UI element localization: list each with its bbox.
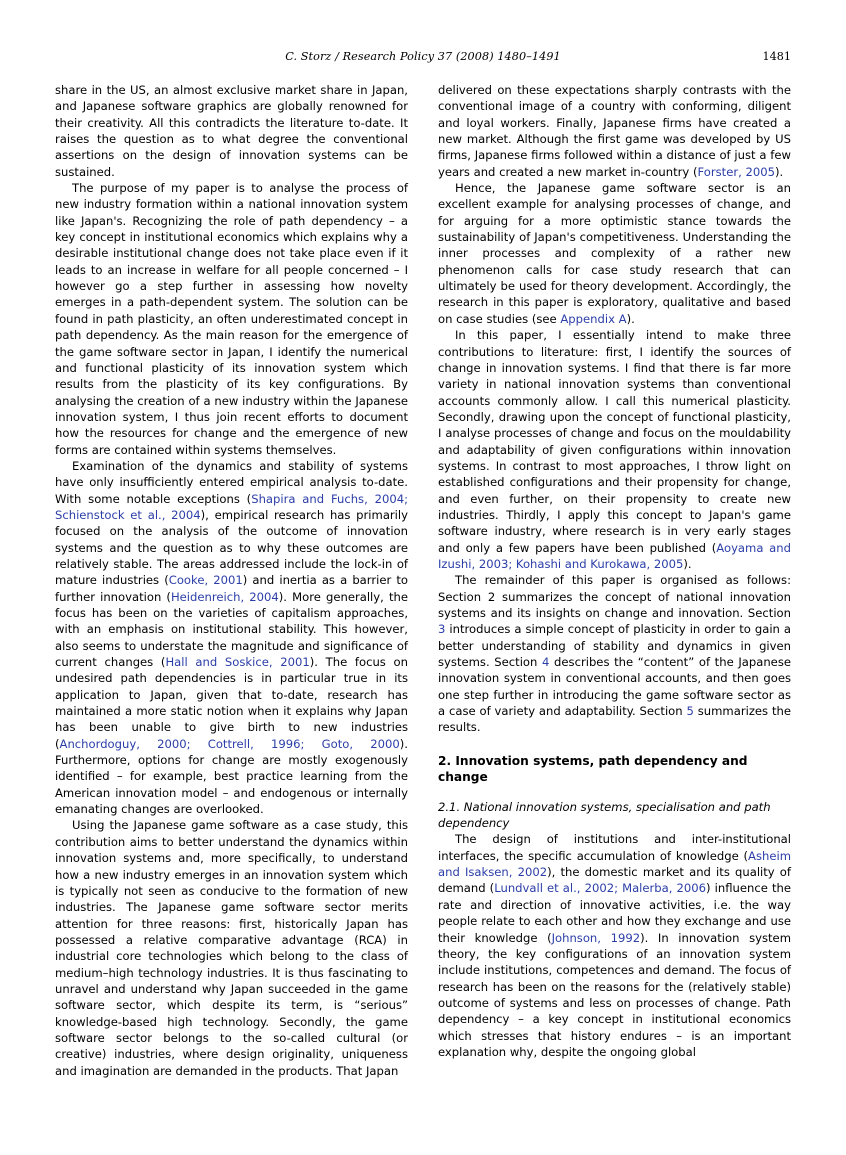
text-run: ). xyxy=(775,164,784,179)
citation-link[interactable]: Shapira and Fuchs, 2004; Schienstock et al., 2004 xyxy=(55,491,409,522)
citation-link[interactable]: Forster, 2005 xyxy=(697,164,775,179)
text-run: ). Furthermore, options for change are mostly exogenously identified – for example, best practice learning from the American innovation model – and endogenous or internally emanating changes are overlooked. xyxy=(55,736,408,817)
citation-link[interactable]: 5 xyxy=(686,704,694,719)
citation-link[interactable]: Heidenreich, 2004 xyxy=(170,589,279,604)
running-head: C. Storz / Research Policy 37 (2008) 1480–1491 xyxy=(285,50,561,63)
left-column xyxy=(55,82,408,1079)
citation-link[interactable]: 3 xyxy=(438,622,446,637)
body-paragraph xyxy=(55,82,408,180)
text-run: 2. Innovation systems, path dependency and change xyxy=(438,753,748,784)
body-paragraph xyxy=(55,458,408,818)
body-paragraph xyxy=(55,180,408,458)
text-run: share in the US, an almost exclusive market share in Japan, and Japanese software graphics are globally renowned for their creativity. All this contradicts the literature to-date. It raises the question as to what degree the conventional assertions on the design of innovation systems can be sustained. xyxy=(55,83,408,179)
page-number: 1481 xyxy=(762,50,791,63)
subsection-heading xyxy=(438,799,791,832)
section-heading xyxy=(438,753,791,785)
citation-link[interactable]: 4 xyxy=(542,655,550,670)
text-run: The remainder of this paper is organised as follows: Section 2 summarizes the concept of national innovation systems and its insights on change and innovation. Section xyxy=(438,573,791,620)
body-paragraph xyxy=(438,572,791,735)
text-run: ), empirical research has primarily focused on the analysis of the outcome of innovation systems and the question as to why these outcomes are relatively stable. The areas addressed include the lock-in of mature industries ( xyxy=(55,507,408,588)
text-run: ) and inertia as a barrier to further innovation ( xyxy=(55,573,408,604)
text-run: Hence, the Japanese game software sector is an excellent example for analysing processes of change, and for arguing for a more optimistic stance towards the sustainability of Japan's competitiveness. Understanding the inner processes and complexity of a rather new phenomenon calls for case study research that can ultimately be used for theory development. Accordingly, the research in this paper is exploratory, qualitative and based on case studies (see xyxy=(438,181,791,326)
two-column-body xyxy=(55,82,791,1079)
text-run: ). In innovation system theory, the key configurations of an innovation system include institutions, competences and demand. The focus of research has been on the reasons for the (relatively stable) outcome of systems and less on processes of change. Path dependency – a key concept in institutional economics which stresses that history endures – is an important explanation why, despite the ongoing global xyxy=(438,930,791,1059)
text-run: The purpose of my paper is to analyse the process of new industry formation within a national innovation system like Japan's. Recognizing the role of path dependency – a key concept in institutional economics which explains why a desirable institutional change does not take place even if it leads to an increase in welfare for all people concerned – I however go a step further in assessing how novelty emerges in a path-dependent system. The solution can be found in path plasticity, an often underestimated concept in path dependency. As the main reason for the emergence of the game software sector in Japan, I identify the numerical and functional plasticity of its innovation system which results from the plasticity of its key configurations. By analysing the creation of a new industry within the Japanese innovation system, I thus join recent efforts to document how the resources for change and the emergence of new forms are contained within systems themselves. xyxy=(55,181,408,457)
text-run: delivered on these expectations sharply contrasts with the conventional image of a country with conforming, diligent and loyal workers. Finally, Japanese firms have created a new market. Although the first game was developed by US firms, Japanese firms followed within a distance of just a few years and created a new market in-country ( xyxy=(438,83,791,179)
text-run: describes the “content” of the Japanese innovation system in conventional accounts, and then goes one step further in introducing the game software sector as a case of variety and adaptability. Section xyxy=(438,655,791,719)
citation-link[interactable]: Appendix A xyxy=(560,311,627,326)
text-run: Examination of the dynamics and stability of systems have only insufficiently entered empirical analysis to-date. With some notable exceptions ( xyxy=(55,458,408,506)
text-run: ). xyxy=(683,556,692,571)
text-run: The design of institutions and inter-institutional interfaces, the specific accumulation of knowledge ( xyxy=(438,832,791,863)
text-run: ). The focus on undesired path dependencies is in particular true in its application to Japan, given that to-date, research has maintained a more static notion when it explains why Japan has been unable to give birth to new industries ( xyxy=(55,655,408,751)
body-paragraph xyxy=(438,327,791,572)
text-run: ), the domestic market and its quality of demand ( xyxy=(438,865,791,896)
citation-link[interactable]: Anchordoguy, 2000; Cottrell, 1996; Goto, 2000 xyxy=(59,736,400,751)
body-paragraph xyxy=(55,817,408,1079)
citation-link[interactable]: Hall and Soskice, 2001 xyxy=(165,655,310,670)
text-run: 2.1. National innovation systems, specialisation and path dependency xyxy=(438,799,771,831)
text-run: Using the Japanese game software as a case study, this contribution aims to better understand the dynamics within innovation systems and, more specifically, to understand how a new industry emerges in an innovation system which is typically not seen as conducive to the formation of new industries. The Japanese game software sector merits attention for three reasons: first, historically Japan has possessed a relative comparative advantage (RCA) in industrial core technologies which belong to the class of medium–high technology industries. It is thus fascinating to unravel and understand why Japan succeeded in the game software sector, which despite its term, is “serious” knowledge-based high technology. Secondly, the game software sector belongs to the so-called cultural (or creative) industries, where design originality, uniqueness and imagination are demanded in the products. That Japan xyxy=(55,818,408,1078)
citation-link[interactable]: Aoyama and Izushi, 2003; Kohashi and Kurokawa, 2005 xyxy=(438,540,791,571)
text-run: ) influence the rate and direction of innovative activities, i.e. the way people relate to each other and how they exchange and use their knowledge ( xyxy=(438,881,791,945)
body-paragraph xyxy=(438,180,791,327)
text-run: In this paper, I essentially intend to make three contributions to literature: first, I identify the sources of change in innovation systems. I find that there is far more variety in national innovation systems than conventional accounts commonly allow. I call this numerical plasticity. Secondly, drawing upon the concept of functional plasticity, I analyse processes of change and focus on the mouldability and adaptability of given configurations within innovation systems. In contrast to most approaches, I throw light on established configurations and their propensity for change, and even further, on their propensity to create new industries. Thirdly, I apply this concept to Japan's game software industry, where research is in very early stages and only a few papers have been published ( xyxy=(438,328,791,555)
citation-link[interactable]: Lundvall et al., 2002; Malerba, 2006 xyxy=(494,881,707,896)
citation-link[interactable]: Cooke, 2001 xyxy=(168,573,243,588)
right-column xyxy=(438,82,791,1079)
body-paragraph xyxy=(438,82,791,180)
text-run: introduces a simple concept of plasticity in order to gain a better understanding of stability and dynamics in given systems. Section xyxy=(438,622,791,670)
body-paragraph xyxy=(438,831,791,1060)
text-run: ). More generally, the focus has been on the varieties of capitalism approaches, with an emphasis on institutional stability. This however, also seems to understate the magnitude and significance of current changes ( xyxy=(55,589,408,670)
text-run: ). xyxy=(626,311,635,326)
text-run: summarizes the results. xyxy=(438,704,791,735)
citation-link[interactable]: Asheim and Isaksen, 2002 xyxy=(438,848,791,880)
citation-link[interactable]: Johnson, 1992 xyxy=(551,930,641,945)
